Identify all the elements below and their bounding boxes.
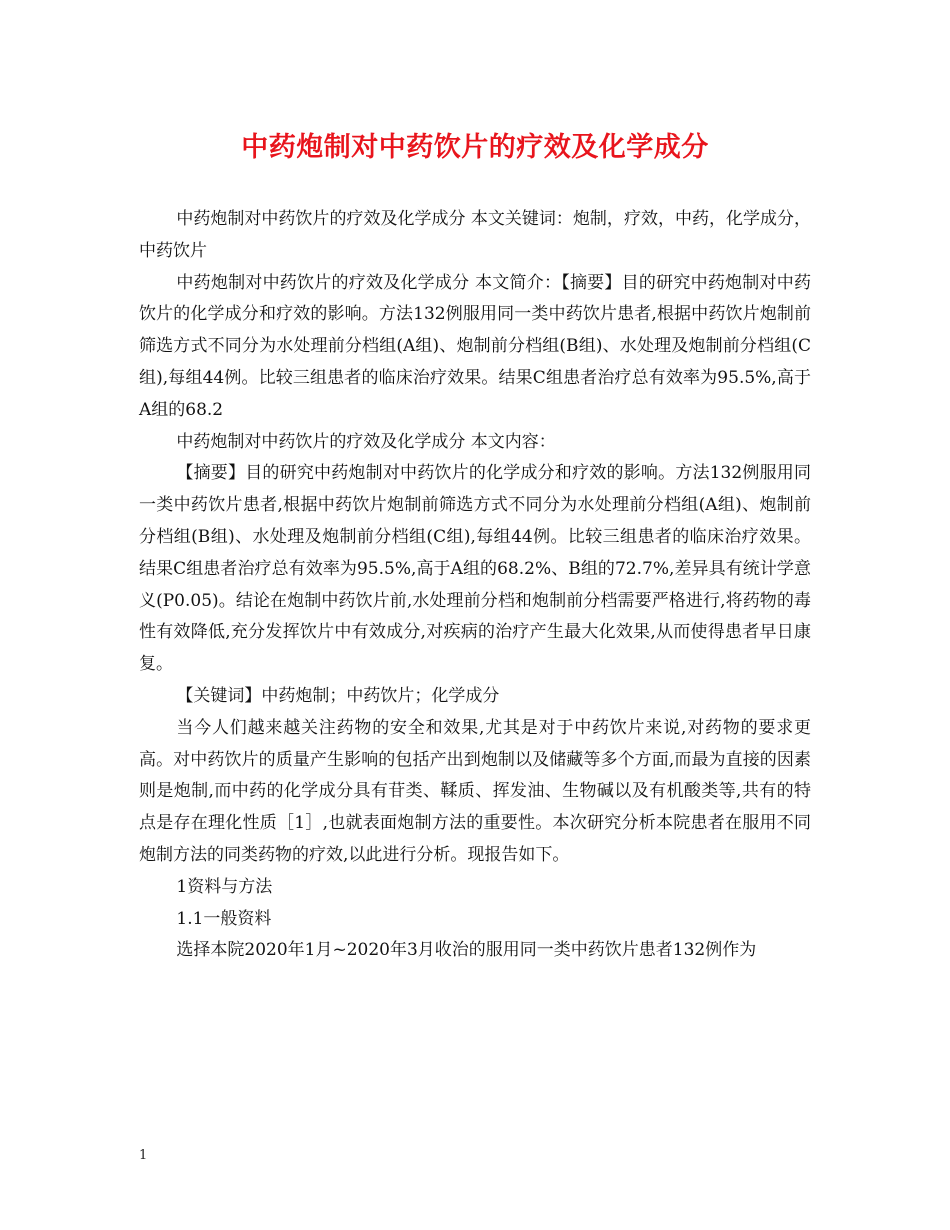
abstract-paragraph: 【摘要】目的研究中药炮制对中药饮片的化学成分和疗效的影响。方法132例服用同一类中药饮片患者,根据中药饮片炮制前筛选方式不同分为水处理前分档组(A组)、炮制前分档组(B组)、水处理及炮制前分档组(C组),每组44例。比较三组患者的临床治疗效果。结果C组患者治疗总有效率为95.5%,高于A组的68.2%、B组的72.7%,差异具有统计学意义(P0.05)。结论在炮制中药饮片前,水处理前分档和炮制前分档需要严格进行,将药物的毒性有效降低,充分发挥饮片中有效成分,对疾病的治疗产生最大化效果,从而使得患者早日康复。 — [139, 463, 811, 675]
section-heading: 1资料与方法 — [176, 876, 273, 897]
keyword-list-paragraph: 【关键词】中药炮制；中药饮片；化学成分 — [176, 685, 500, 706]
document-title: 中药炮制对中药饮片的疗效及化学成分 — [241, 132, 709, 163]
summary-paragraph: 中药炮制对中药饮片的疗效及化学成分 本文简介：【摘要】目的研究中药炮制对中药饮片的化学成分和疗效的影响。方法132例服用同一类中药饮片患者,根据中药饮片炮制前筛选方式不同分为水处理前分档组(A组)、炮制前分档组(B组)、水处理及炮制前分档组(C组),每组44例。比较三组患者的临床治疗效果。结果C组患者治疗总有效率为95.5%,高于A组的68.2 — [139, 272, 811, 420]
methods-paragraph: 选择本院2020年1月~2020年3月收治的服用同一类中药饮片患者132例作为 — [176, 940, 757, 961]
content-heading-paragraph: 中药炮制对中药饮片的疗效及化学成分 本文内容： — [176, 431, 556, 452]
subsection-heading: 1.1一般资料 — [176, 908, 272, 929]
introduction-paragraph: 当今人们越来越关注药物的安全和效果,尤其是对于中药饮片来说,对药物的要求更高。对中药饮片的质量产生影响的包括产出到炮制以及储藏等多个方面,而最为直接的因素则是炮制,而中药的化学成分具有苷类、鞣质、挥发油、生物碱以及有机酸类等,共有的特点是存在理化性质［1］,也就表面炮制方法的重要性。本次研究分析本院患者在服用不同炮制方法的同类药物的疗效,以此进行分析。现报告如下。 — [139, 717, 811, 865]
page-number: 1 — [139, 1148, 148, 1163]
keywords-paragraph: 中药炮制对中药饮片的疗效及化学成分 本文关键词：炮制，疗效，中药，化学成分，中药饮片 — [139, 209, 811, 261]
document-body — [139, 204, 811, 967]
